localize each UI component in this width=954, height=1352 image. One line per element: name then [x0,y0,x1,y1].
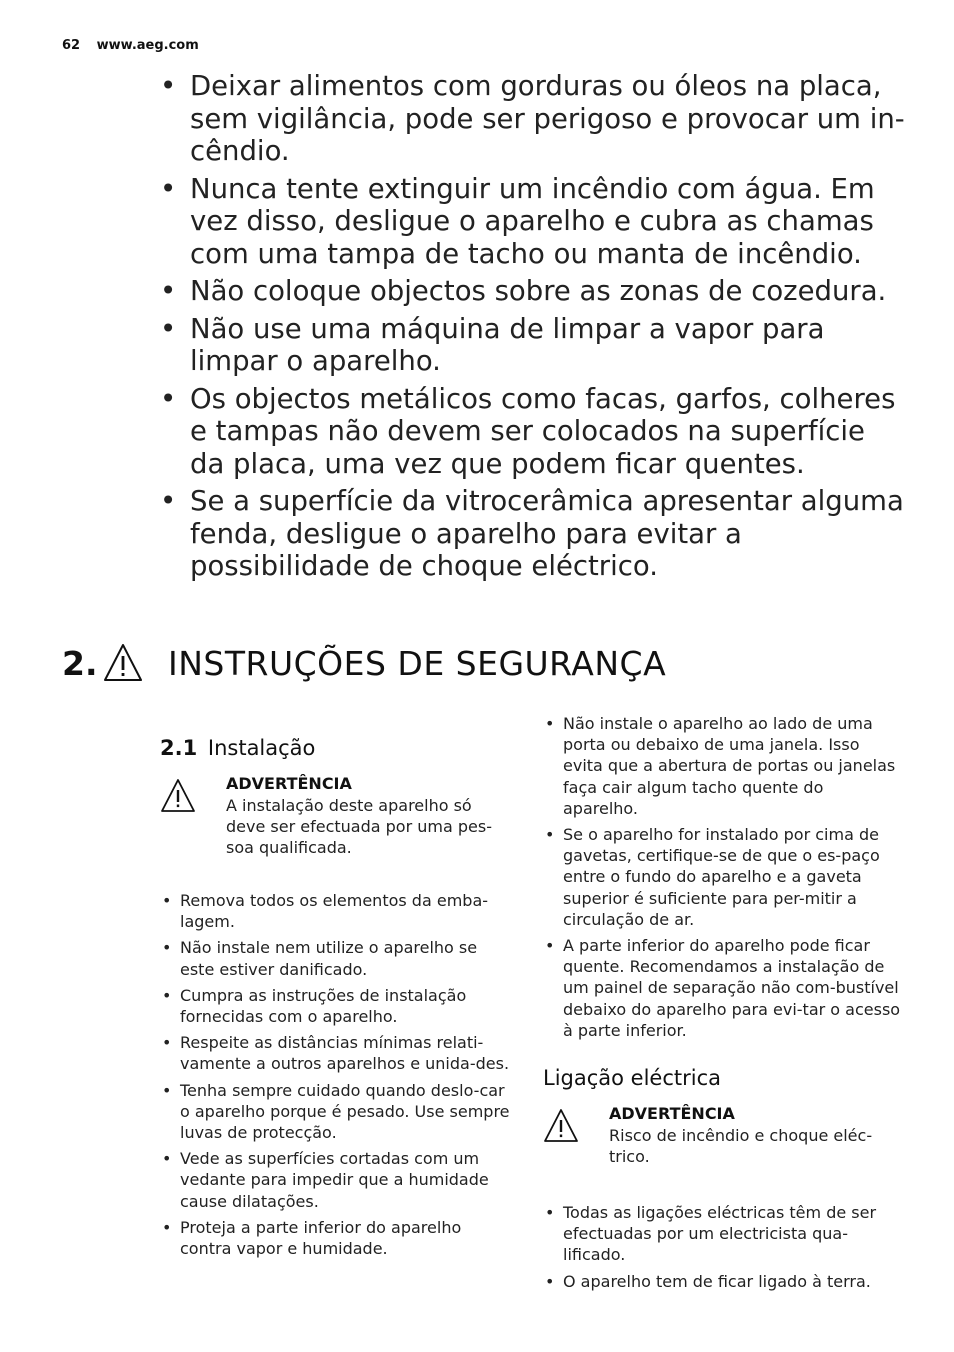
list-item: • Cumpra as instruções de instalação fornecidas com o aparelho. [160,985,515,1027]
section-number: 2. [62,644,98,683]
warning-triangle-icon [543,1108,579,1144]
list-item: • Vede as superfícies cortadas com um vedante para impedir que a humidade cause dilatações. [160,1148,515,1212]
list-item: • Remova todos os elementos da emba-lagem. [160,890,515,932]
list-item: • Respeite as distâncias mínimas relati-vamente a outros aparelhos e unida-des. [160,1032,515,1074]
subsection-number: 2.1 [160,736,198,760]
left-column [160,736,515,1264]
list-item: • Tenha sempre cuidado quando deslo-car o aparelho porque é pesado. Use sempre luvas de protecção. [160,1080,515,1144]
warning-box [160,774,515,862]
section-title: INSTRUÇÕES DE SEGURANÇA [168,644,667,683]
intro-warnings-list [160,70,905,588]
list-item: • Não coloque objectos sobre as zonas de cozedura. [160,275,905,308]
list-item: • Os objectos metálicos como facas, garfos, colheres e tampas não devem ser colocados na superfície da placa, uma vez que podem ficar quentes. [160,383,905,481]
warning-box [543,1104,903,1174]
list-item: • Todas as ligações eléctricas têm de ser efectuadas por um electricista qua-lificado. [543,1202,903,1266]
electrical-list [543,1202,903,1292]
list-item: • Não instale o aparelho ao lado de uma porta ou debaixo de uma janela. Isso evita que a abertura de portas ou janelas faça cair algum tacho quente do aparelho. [543,713,903,819]
subsection-title: Instalação [207,736,316,760]
list-item: • Nunca tente extinguir um incêndio com água. Em vez disso, desligue o aparelho e cubra as chamas com uma tampa de tacho ou manta de incêndio. [160,173,905,271]
installation-list-continued [543,713,903,1041]
page-header [62,38,199,53]
website-link[interactable]: www.aeg.com [96,38,199,53]
list-item: • Se a superfície da vitrocerâmica apresentar alguma fenda, desligue o aparelho para evitar a possibilidade de choque eléctrico. [160,485,905,583]
right-column [543,713,903,1297]
warning-title: ADVERTÊNCIA [609,1104,735,1124]
section-heading [62,642,862,692]
list-item: • Deixar alimentos com gorduras ou óleos na placa, sem vigilância, pode ser perigoso e provocar um in-cêndio. [160,70,905,168]
list-item: • Proteja a parte inferior do aparelho contra vapor e humidade. [160,1217,515,1259]
list-item: • Não instale nem utilize o aparelho se este estiver danificado. [160,937,515,979]
warning-text: Risco de incêndio e choque eléc-trico. [609,1126,873,1167]
warning-text: A instalação deste aparelho só deve ser efectuada por uma pes-soa qualificada. [226,796,492,857]
subsection-title: Ligação eléctrica [543,1066,722,1091]
subsection-heading-electrical [543,1066,903,1090]
list-item: • O aparelho tem de ficar ligado à terra. [543,1271,903,1292]
subsection-heading-installation [160,736,515,760]
list-item: • Se o aparelho for instalado por cima de gavetas, certifique-se de que o es-paço entre o fundo do aparelho e a gaveta superior é suficiente para per-mitir a circulação de ar. [543,824,903,930]
installation-list [160,890,515,1259]
warning-triangle-icon [160,778,196,814]
list-item: • Não use uma máquina de limpar a vapor para limpar o aparelho. [160,313,905,378]
page-number: 62 [62,38,81,53]
list-item: • A parte inferior do aparelho pode ficar quente. Recomendamos a instalação de um painel de separação não com-bustível debaixo do aparelho para evi-tar o acesso à parte inferior. [543,935,903,1041]
warning-triangle-icon [102,642,144,684]
warning-title: ADVERTÊNCIA [226,774,352,793]
